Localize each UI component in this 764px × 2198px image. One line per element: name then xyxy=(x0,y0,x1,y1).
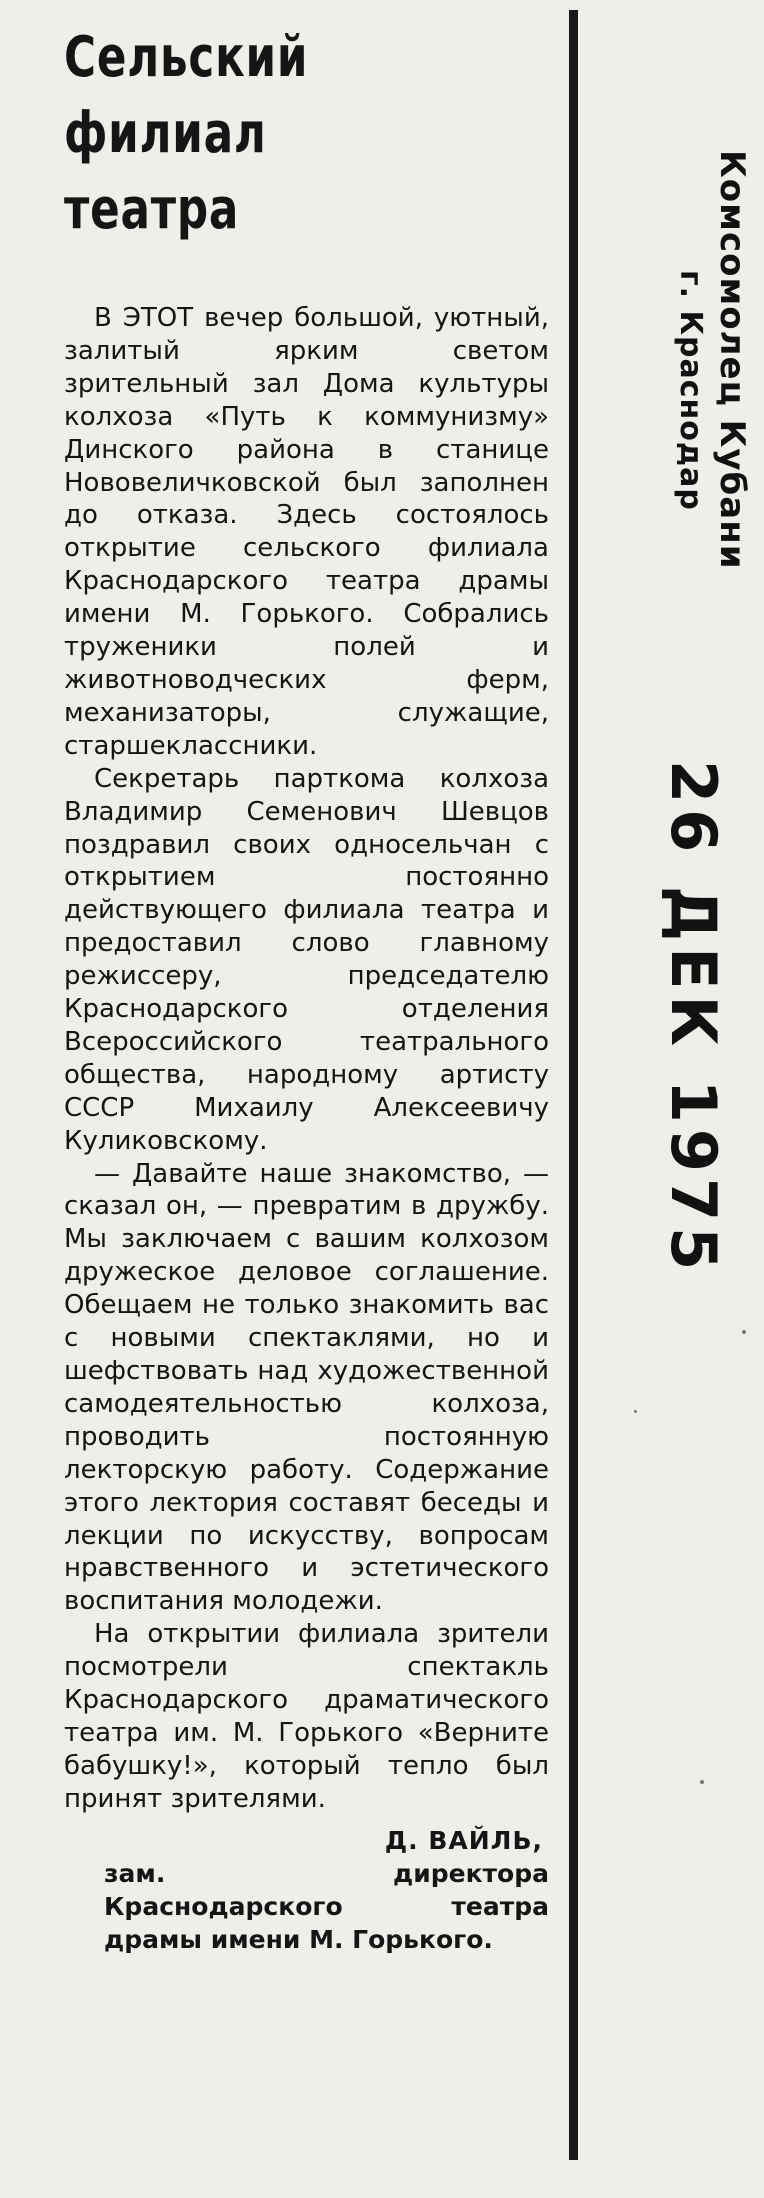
author-name: Д. ВАЙЛЬ, xyxy=(384,1825,543,1855)
print-speck xyxy=(634,1410,637,1413)
author-role: зам. директора Краснодарского театра драмы имени М. Горького. xyxy=(104,1858,549,1954)
column-rule xyxy=(569,10,578,2160)
stamp-date: 26 ДЕК 1975 xyxy=(657,760,730,1277)
headline-line-2: филиал театра xyxy=(64,101,267,242)
archive-stamp xyxy=(600,150,760,1350)
paragraph-3: — Давайте наше знакомство, — сказал он, — превратим в дружбу. Мы заключаем с вашим колхозом дружеское деловое соглашение. Обещаем не только знакомить вас с новыми спектаклями, но и шефствовать над художественной самодеятельностью колхоза, проводить постоянную лекторскую работу. Содержание этого лектория составят беседы и лекции по искусству, вопросам нравственного и эстетического воспитания молодежи. xyxy=(64,1158,549,1617)
stamp-city: г. Краснодар xyxy=(673,270,708,511)
headline xyxy=(64,20,442,248)
print-speck xyxy=(742,1330,746,1334)
article-body xyxy=(64,302,549,1816)
signature xyxy=(64,1824,549,1956)
paragraph-4: На открытии филиала зрители посмотрели спектакль Краснодарского драматического театра им. М. Горького «Верните бабушку!», который тепло был принят зрителями. xyxy=(64,1619,549,1814)
article xyxy=(64,20,549,1956)
paragraph-2: Секретарь парткома колхоза Владимир Семенович Шевцов поздравил своих односельчан с открытием постоянно действующего филиала театра и предоставил слово главному режиссеру, председателю Краснодарского отделения Всероссийского театрального общества, народному артисту СССР Михаилу Алексеевичу Куликовскому. xyxy=(64,763,549,1156)
stamp-newspaper-name: Комсомолец Кубани xyxy=(712,150,752,570)
headline-line-1: Сельский xyxy=(64,25,309,90)
paragraph-1: В ЭТОТ вечер большой, уютный, залитый ярким светом зрительный зал Дома культуры колхоза «Путь к коммунизму» Динского района в станице Нововеличковской был заполнен до отказа. Здесь состоялось открытие сельского филиала Краснодарского театра драмы имени М. Горького. Собрались труженики полей и животноводческих ферм, механизаторы, служащие, старшеклассники. xyxy=(64,303,549,761)
print-speck xyxy=(700,1780,704,1784)
